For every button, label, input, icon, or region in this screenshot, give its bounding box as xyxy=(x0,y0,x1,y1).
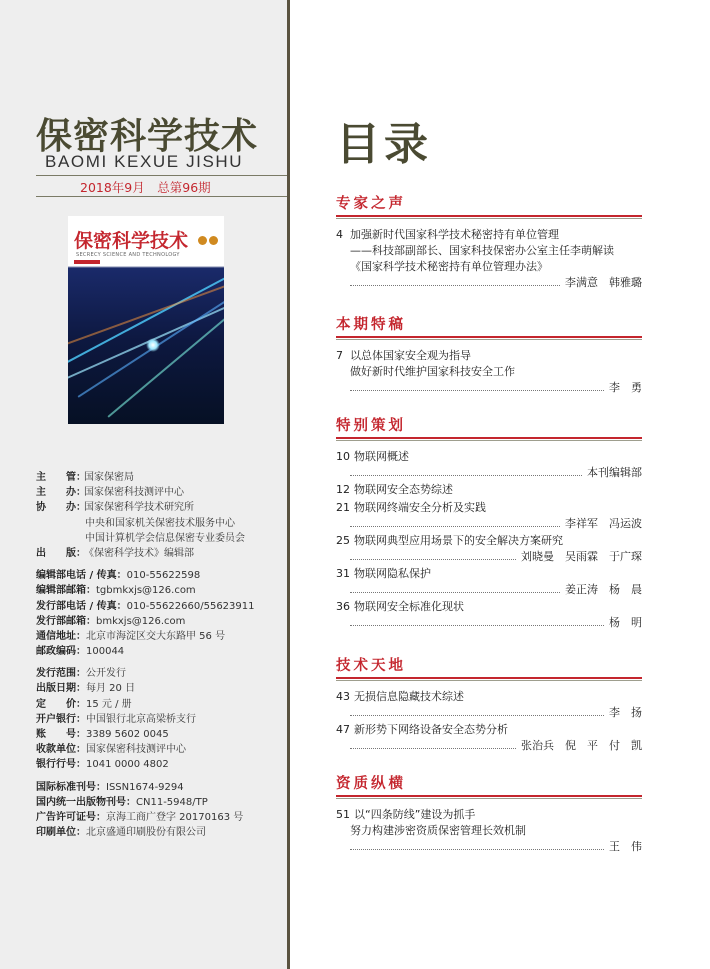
page-number: 10 xyxy=(336,450,350,463)
info-key: 发行部电话 / 传真： xyxy=(36,600,127,612)
info-row xyxy=(36,712,255,727)
rule-top xyxy=(36,175,287,176)
section-heading: 技术天地 xyxy=(336,658,406,674)
info-key: 收款单位： xyxy=(36,744,86,756)
article-author: 王 伟 xyxy=(605,839,642,854)
section-rule xyxy=(336,336,642,338)
section-heading: 资质纵横 xyxy=(336,776,406,792)
article-title: 新形势下网络设备安全态势分析 xyxy=(354,723,508,736)
info-row xyxy=(36,742,255,757)
toc-entry[interactable] xyxy=(336,482,642,498)
info-row xyxy=(36,485,255,500)
info-key: 编辑部电话 / 传真： xyxy=(36,570,127,582)
toc-entry[interactable] xyxy=(336,348,642,395)
article-author: 姜正涛 杨 晨 xyxy=(561,582,642,597)
info-row xyxy=(36,546,255,561)
info-value: 010-55622598 xyxy=(126,570,201,582)
article-title: 《国家科学技术秘密持有单位管理办法》 xyxy=(350,260,548,273)
article-title: 物联网概述 xyxy=(354,450,409,463)
info-row xyxy=(36,470,255,485)
magazine-pinyin: BAOMI KEXUE JISHU xyxy=(45,152,244,171)
info-value: 中国银行北京高梁桥支行 xyxy=(86,713,196,725)
cover-title: 保密科学技术 xyxy=(74,230,189,252)
page-number: 51 xyxy=(336,808,350,821)
info-row xyxy=(36,599,255,614)
article-title: 做好新时代维护国家科技安全工作 xyxy=(350,365,515,378)
section-rule xyxy=(336,795,642,797)
issue-info: 2018年9月 总第96期 xyxy=(80,180,211,195)
info-key: 国际标准刊号： xyxy=(36,781,106,793)
toc-entry[interactable] xyxy=(336,689,642,720)
leader-dots xyxy=(350,715,642,716)
section-rule xyxy=(336,215,642,217)
publication-info xyxy=(36,470,255,840)
info-row xyxy=(36,583,255,598)
info-row xyxy=(36,810,255,825)
article-title: 无损信息隐藏技术综述 xyxy=(354,690,464,703)
page-number: 21 xyxy=(336,501,350,514)
info-value: 北京市海淀区交大东路甲 56 号 xyxy=(86,630,226,642)
article-author: 本刊编辑部 xyxy=(583,465,642,480)
info-key: 发行部邮箱： xyxy=(36,615,96,627)
toc-entry[interactable] xyxy=(336,566,642,597)
info-value: 每月 20 日 xyxy=(86,683,136,695)
info-value: tgbmkxjs@126.com xyxy=(96,585,196,597)
leader-dots xyxy=(350,849,642,850)
toc-entry[interactable] xyxy=(336,599,642,630)
info-key: 定 价： xyxy=(36,698,86,710)
info-value: 公开发行 xyxy=(86,668,126,680)
article-title: 加强新时代国家科学技术秘密持有单位管理 xyxy=(350,228,559,241)
info-value: 中央和国家机关保密技术服务中心 xyxy=(85,517,235,529)
page-number: 31 xyxy=(336,567,350,580)
info-row xyxy=(36,644,255,659)
info-value: 北京盛通印刷股份有限公司 xyxy=(86,827,206,839)
magazine-title: 保密科学技术 xyxy=(36,116,259,157)
info-key: 发行范围： xyxy=(36,668,86,680)
page-number: 7 xyxy=(336,349,343,362)
info-row xyxy=(36,500,255,515)
info-row xyxy=(36,614,255,629)
article-title: 以“四条防线”建设为抓手 xyxy=(354,808,476,821)
info-key: 出版日期： xyxy=(36,683,86,695)
article-title: 努力构建涉密资质保密管理长效机制 xyxy=(350,824,526,837)
toc-section xyxy=(336,414,642,632)
article-title: 物联网典型应用场景下的安全解决方案研究 xyxy=(354,534,563,547)
info-row xyxy=(36,697,255,712)
info-key: 广告许可证号： xyxy=(36,811,106,823)
info-value: 010-55622660/55623911 xyxy=(126,600,255,612)
info-key: 邮政编码： xyxy=(36,646,86,658)
info-row xyxy=(36,681,255,696)
cover-logo-icon xyxy=(196,230,218,249)
info-row xyxy=(36,666,255,681)
cover-image xyxy=(68,216,224,424)
info-key: 银行行号： xyxy=(36,759,86,771)
info-value: 100044 xyxy=(86,646,125,658)
toc-entry[interactable] xyxy=(336,500,642,531)
toc-section xyxy=(336,654,642,755)
info-key: 印刷单位： xyxy=(36,827,86,839)
info-row xyxy=(36,531,255,546)
info-value: 京海工商广登字 20170163 号 xyxy=(106,811,244,823)
article-title: 以总体国家安全观为指导 xyxy=(350,349,471,362)
info-key: 通信地址： xyxy=(36,630,86,642)
info-value: 3389 5602 0045 xyxy=(86,729,169,740)
toc-title: 目录 xyxy=(336,119,432,170)
section-heading: 本期特稿 xyxy=(336,317,406,333)
info-key: 国内统一出版物刊号： xyxy=(36,796,136,808)
section-heading: 特别策划 xyxy=(336,418,406,434)
toc-section xyxy=(336,772,642,856)
toc-section xyxy=(336,192,642,292)
info-key: 出 版： xyxy=(36,547,86,559)
info-row xyxy=(36,780,255,795)
article-author: 张治兵 倪 平 付 凯 xyxy=(517,738,642,753)
article-title: 物联网安全标准化现状 xyxy=(354,600,464,613)
info-value: 1041 0000 4802 xyxy=(86,759,169,771)
article-author: 李祥军 冯运波 xyxy=(561,516,642,531)
article-author: 杨 明 xyxy=(605,615,642,630)
toc-entry[interactable] xyxy=(336,449,642,480)
info-value: bmkxjs@126.com xyxy=(96,615,186,627)
info-key: 编辑部邮箱： xyxy=(36,585,96,597)
info-value: 国家保密科学技术研究所 xyxy=(84,502,194,514)
rule-bottom xyxy=(36,196,287,197)
article-title: ——科技部副部长、国家科技保密办公室主任李萌解读 xyxy=(350,244,614,257)
article-author: 李 扬 xyxy=(605,705,642,720)
article-title: 物联网安全态势综述 xyxy=(354,483,453,496)
leader-dots xyxy=(350,390,642,391)
info-row xyxy=(36,568,255,583)
page-number: 36 xyxy=(336,600,350,613)
info-key: 主 办： xyxy=(36,487,86,499)
toc-entry[interactable] xyxy=(336,533,642,564)
article-author: 李满意 韩雅璐 xyxy=(561,275,642,290)
info-value: 国家保密科技测评中心 xyxy=(84,487,184,499)
page-number: 47 xyxy=(336,723,350,736)
page-number: 12 xyxy=(336,483,350,496)
info-row xyxy=(36,727,255,742)
page-number: 43 xyxy=(336,690,350,703)
info-row xyxy=(36,757,255,772)
toc-entry[interactable] xyxy=(336,807,642,854)
info-row xyxy=(36,516,255,531)
toc-section xyxy=(336,313,642,397)
info-row xyxy=(36,795,255,810)
page-number: 4 xyxy=(336,228,343,241)
leader-dots xyxy=(350,625,642,626)
toc-entry[interactable] xyxy=(336,227,642,290)
info-value: 15 元 / 册 xyxy=(86,698,132,710)
info-value: 中国计算机学会信息保密专业委员会 xyxy=(85,532,245,544)
cover-badge xyxy=(74,260,100,264)
article-author: 李 勇 xyxy=(605,380,642,395)
toc-entry[interactable] xyxy=(336,722,642,753)
section-rule xyxy=(336,677,642,679)
info-row xyxy=(36,825,255,840)
info-key: 协 办： xyxy=(36,502,86,514)
info-value: 国家保密局 xyxy=(84,472,134,483)
info-value: 《保密科学技术》编辑部 xyxy=(84,547,194,559)
info-row xyxy=(36,629,255,644)
info-key: 账 号： xyxy=(36,729,86,740)
cover-subtitle: SECRECY SCIENCE AND TECHNOLOGY xyxy=(76,252,180,258)
page-number: 25 xyxy=(336,534,350,547)
article-title: 物联网隐私保护 xyxy=(354,567,431,580)
info-value: ISSN1674-9294 xyxy=(106,781,184,793)
info-key: 开户银行： xyxy=(36,713,86,725)
section-rule xyxy=(336,437,642,439)
article-title: 物联网终端安全分析及实践 xyxy=(354,501,486,514)
section-heading: 专家之声 xyxy=(336,196,406,212)
article-author: 刘晓曼 吴雨霖 于广琛 xyxy=(517,549,642,564)
info-value: CN11-5948/TP xyxy=(136,796,208,808)
info-value: 国家保密科技测评中心 xyxy=(86,744,186,756)
divider xyxy=(287,0,290,969)
info-key: 主 管： xyxy=(36,472,86,483)
